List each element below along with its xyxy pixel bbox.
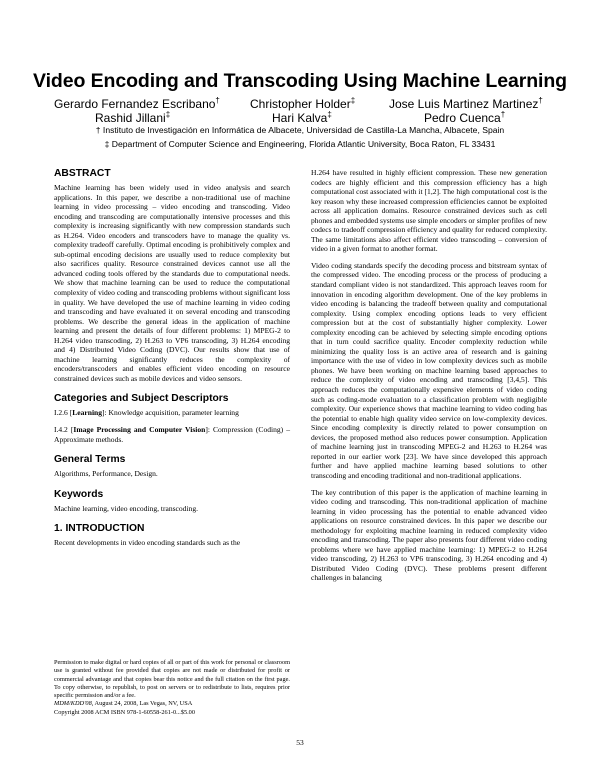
body-paragraph: Video coding standards specify the decoding process and bitstream syntax of the compressed video. The encoding process or the process of producing a standard compliant video is not standardized. This approach leaves room for innovation in encoding algorithm development. One of the key problems in video encoding is balancing the tradeoff between quality and computational complexity. Using complex encoding options leads to very efficient compression but at the cost of substantially higher complexity. Lower complexity encoding can be achieved by selecting simple encoding options that in turn could sacrifice quality. Encoder complexity reduction while minimizing the quality loss is an active area of research and is gaining importance with the use of video in low complexity devices such as mobile phones. We have been working on machine learning based approaches to reduce the complexity of video encoding and transcoding [3,4,5]. This approach reduces the computationally expensive elements of video coding such as coding-mode evaluation to a classification problem with negligible complexity. Our experience shows that machine learning to video coding has the potential to enable high quality video service on low-complexity devices. Since encoding complexity is directly related to power consumption on devices, the proposed method also reduces power consumption. Application of machine learning just in transcoding MPEG-2 and H.263 to H.264 was reported in our earlier work [23]. We have since developed this approach further and have applied machine learning based solutions to other transcoding and encoding traditional and non-traditional applications. [311,260,547,480]
category-item: I.4.2 [Image Processing and Computer Vision]: Compression (Coding) – Approximate methods. [54,425,290,444]
keywords-heading: Keywords [54,488,104,500]
copyright-notice [54,659,290,717]
abstract-heading: ABSTRACT [54,168,111,179]
body-paragraph: H.264 have resulted in highly efficient compression. These new generation codecs are highly efficient and this compression efficiency has a high computational cost associated with it [1,2]. The high computational cost is the key reason why these increased compression efficiencies cannot be exploited across all application domains. Resource constrained devices such as cell phones and embedded systems use simple encoders or simpler profiles of new codecs to tradeoff compression efficiency and quality for reduced complexity. The same limitations also affect efficient video transcoding – conversion of video in a given format to another format. [311,168,547,254]
left-column [54,168,290,551]
author: Gerardo Fernandez Escribano† [54,96,220,111]
introduction-text: Recent developments in video encoding standards such as the [54,538,241,548]
right-column [311,168,547,590]
body-paragraph: The key contribution of this paper is the application of machine learning in video coding and transcoding. This non-traditional application of machine learning in video processing has the potential to enable advanced video applications on resource constrained devices. In this paper we describe our methodology for exploiting machine learning in reduced complexity video encoding and transcoding. The paper also presents four different video coding problems where we have applied machine learning: 1) MPEG-2 to H.264 video transcoding, 2) H.263 to VP6 transcoding, 3) H.264 encoding and 4) Distributed Video Coding (DVC). These problems present different challenges in balancing [311,487,547,583]
conference-venue: MDM/KDD'08, August 24, 2008, Las Vegas, NV, USA [54,700,193,708]
author: Pedro Cuenca† [424,110,506,125]
categories-heading: Categories and Subject Descriptors [54,393,229,405]
affiliation: ‡ Department of Computer Science and Engineering, Florida Atlantic University, Boca Raton, FL 33431 [104,139,496,149]
paper-title: Video Encoding and Transcoding Using Machine Learning [33,70,567,92]
category-item: I.2.6 [Learning]: Knowledge acquisition, parameter learning [54,408,239,418]
author: Jose Luis Martinez Martinez† [389,96,543,111]
general-terms-heading: General Terms [54,454,126,466]
page-number: 53 [296,738,304,747]
keywords-text: Machine learning, video encoding, transcoding. [54,503,198,513]
abstract-text: Machine learning has been widely used in video analysis and search applications. In this paper, we describe a non-traditional use of machine learning in video processing – video encoding and transcoding. Video encoding and transcoding are computationally intensive processes and this complexity is increasing significantly with new compression standards such as H.264. Video encoders and transcoders have to manage the quality vs. complexity tradeoff carefully. Optimal encoding is prohibitively complex and sub-optimal encoding decisions are usually used to reduce complexity but also sacrifices quality. Resource constrained devices cannot use all the advanced coding tools offered by the standards due to computational needs. We show that machine learning can be used to reduce the computational complexity of video coding and transcoding problems without significant loss in quality. We have developed the use of machine learning in video coding and transcoding and have evaluated it on several encoding and transcoding problems. We describe the general ideas in the application of machine learning and present the details of four different problems: 1) MPEG-2 to H.264 video transcoding, 2) H.263 to VP6 transcoding, 3) H.264 encoding and 4) Distributed Video Coding (DVC). Our results show that use of machine learning significantly reduces the complexity of encoders/transcoders and enables efficient video encoding on resource constrained devices such as mobile devices and video sensors. [54,183,290,383]
introduction-heading: 1. INTRODUCTION [54,523,145,535]
author: Christopher Holder‡ [250,96,356,111]
general-terms-text: Algorithms, Performance, Design. [54,469,158,479]
affiliation: † Instituto de Investigación en Informática de Albacete, Universidad de Castilla-La Mancha, Albacete, Spain [95,125,505,135]
permission-text: Permission to make digital or hard copies of all or part of this work for personal or classroom use is granted without fee provided that copies are not made or distributed for profit or commercial advantage and that copies bear this notice and the full citation on the first page. To copy otherwise, to republish, to post on servers or to redistribute to lists, requires prior specific permission and/or a fee. [54,659,290,700]
author: Rashid Jillani‡ [95,110,171,125]
author: Hari Kalva‡ [272,110,332,125]
copyright-isbn: Copyright 2008 ACM ISBN 978-1-60558-261-0...$5.00 [54,708,195,716]
